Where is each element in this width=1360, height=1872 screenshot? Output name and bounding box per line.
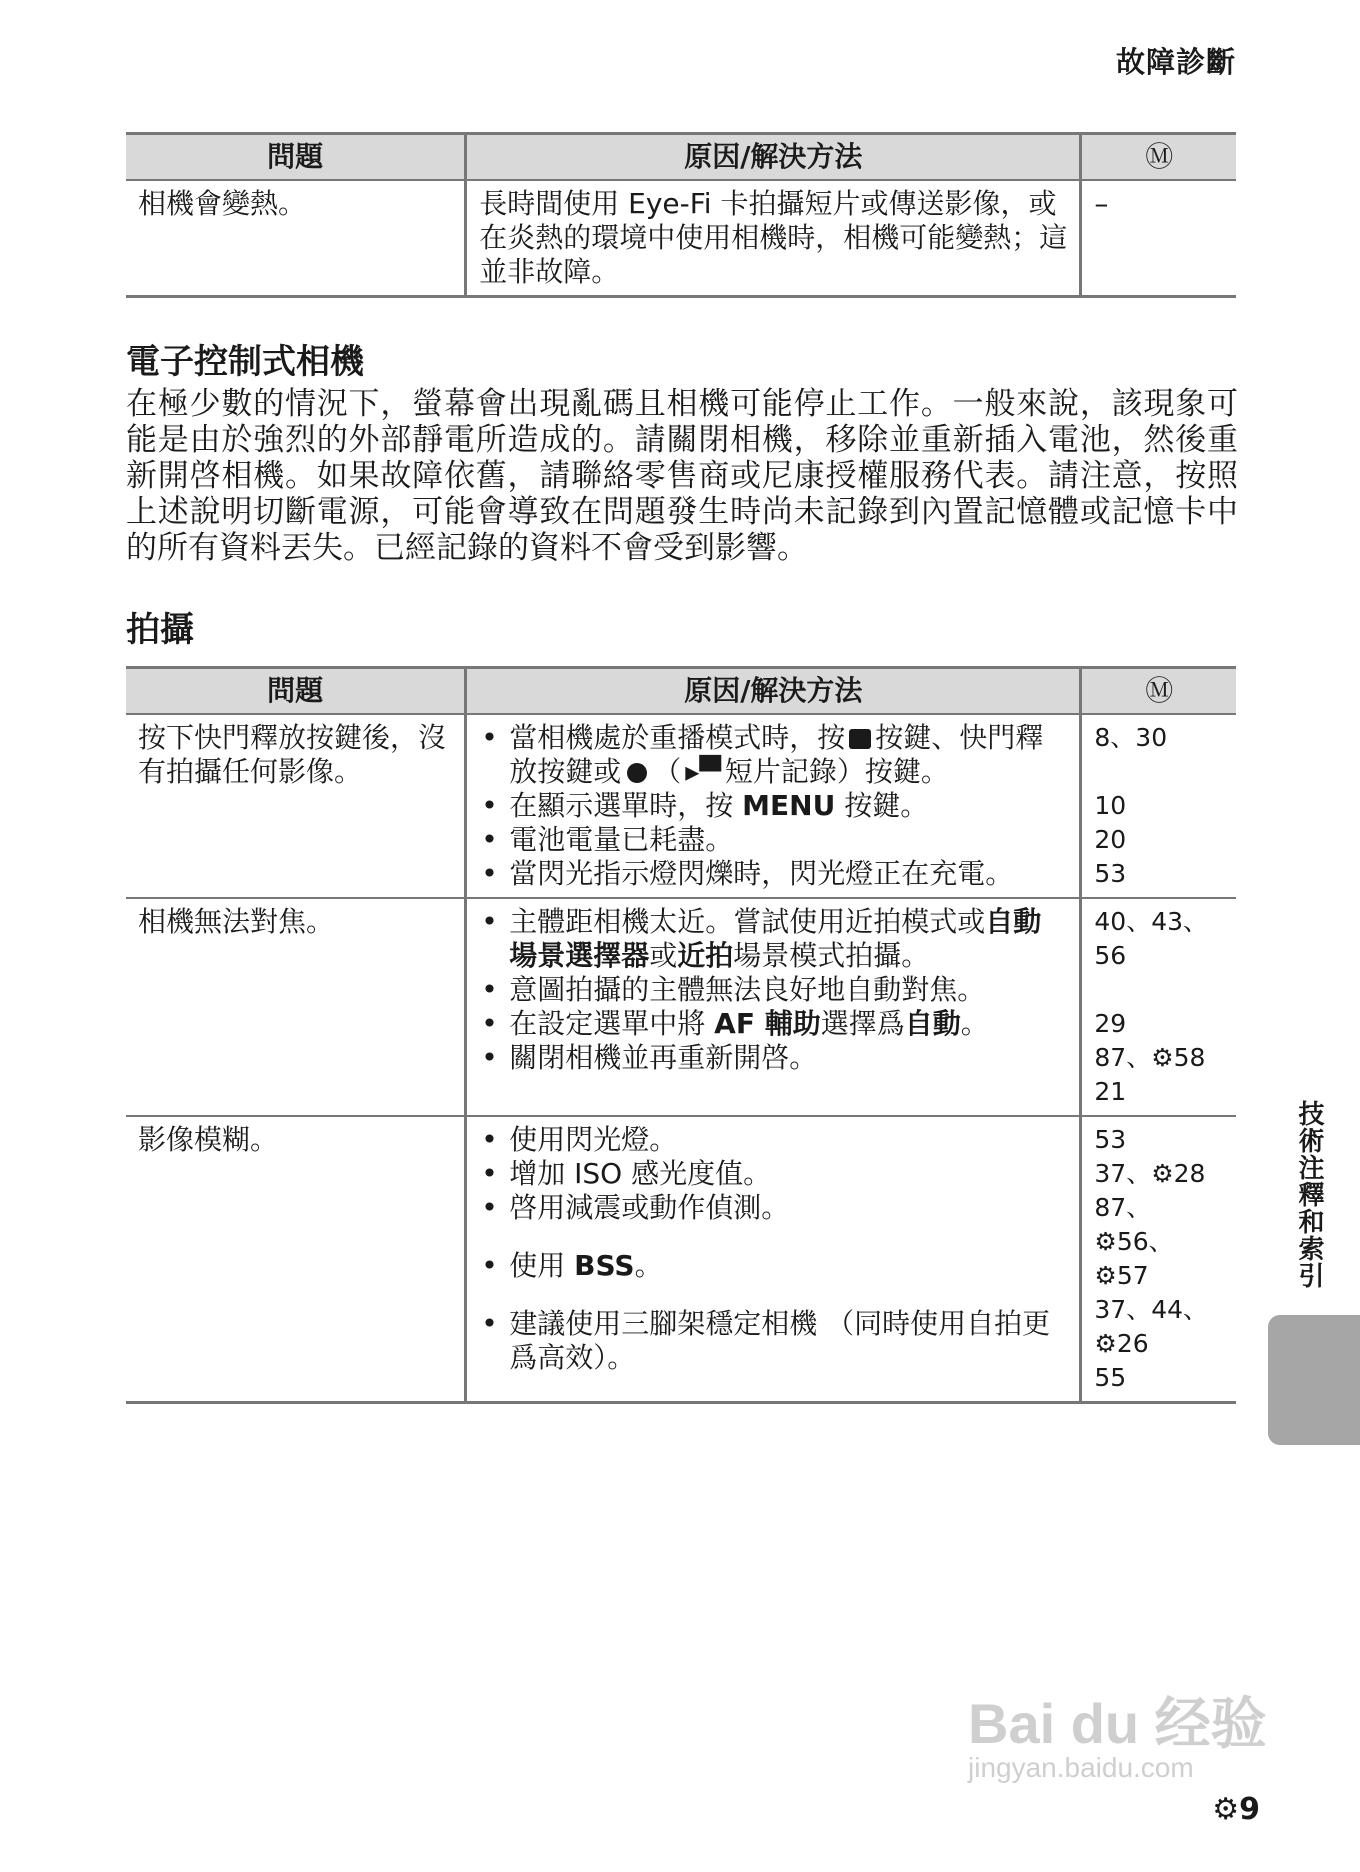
list-item: • 增加 ISO 感光度值。: [479, 1157, 1067, 1191]
ref-value: 53: [1094, 859, 1127, 888]
ref-value: 20: [1094, 825, 1127, 854]
column-header-problem: 問題: [126, 668, 466, 715]
tech-notes-icon: ⚙: [1151, 1159, 1174, 1188]
problem-cell: 相機無法對焦。: [126, 898, 466, 1116]
tech-notes-icon: ⚙: [1094, 1261, 1117, 1290]
cause-cell: [466, 714, 1081, 898]
page-header-title: 故障診斷: [1115, 45, 1236, 79]
table-row: [126, 714, 1236, 898]
ref-value: 21: [1094, 1077, 1127, 1106]
column-header-cause: 原因/解決方法: [466, 668, 1081, 715]
page-number: ⚙9: [1212, 1792, 1260, 1827]
ref-cell: [1081, 898, 1236, 1116]
list-item: • 在顯示選單時，按 MENU 按鍵。: [479, 789, 1067, 823]
ref-value: 53: [1094, 1125, 1127, 1154]
list-item: • 當相機處於重播模式時，按 按鍵、快門釋放按鍵或 （ ▸▀ 短片記錄）按鍵。: [479, 721, 1067, 789]
tech-notes-icon: ⚙: [1151, 1043, 1174, 1072]
ref-value: 10: [1094, 791, 1127, 820]
list-item: • 意圖拍攝的主體無法良好地自動對焦。: [479, 973, 1067, 1007]
list-item: • 建議使用三腳架穩定相機 （同時使用自拍更爲高效）。: [479, 1307, 1067, 1375]
troubleshooting-table-heat: [126, 132, 1236, 298]
section-title-electronic: 電子控制式相機: [126, 342, 364, 382]
ref-cell: [1081, 1116, 1236, 1403]
ref-cell: –: [1081, 180, 1236, 297]
list-item: • 主體距相機太近。嘗試使用近拍模式或自動場景選擇器或近拍場景模式拍攝。: [479, 905, 1067, 973]
column-header-cause: 原因/解決方法: [466, 134, 1081, 181]
watermark-url: jingyan.baidu.com: [968, 1752, 1194, 1783]
list-item: • 電池電量已耗盡。: [479, 823, 1067, 857]
tech-notes-icon: ⚙: [1212, 1792, 1240, 1827]
column-header-ref-book-icon: Ⓜ: [1081, 668, 1236, 715]
problem-cell: 按下快門釋放按鍵後，沒有拍攝任何影像。: [126, 714, 466, 898]
tech-notes-icon: ⚙: [1094, 1329, 1117, 1358]
cause-cell: 長時間使用 Eye-Fi 卡拍攝短片或傳送影像，或在炎熱的環境中使用相機時，相機可能變熱；這並非故障。: [466, 180, 1081, 297]
record-dot-icon: [627, 763, 647, 783]
list-item: • 在設定選單中將 AF 輔助選擇爲自動。: [479, 1007, 1067, 1041]
table-header-row: [126, 134, 1236, 181]
ref-value: 55: [1094, 1363, 1127, 1392]
table-header-row: [126, 668, 1236, 715]
movie-icon: ▸▀: [685, 755, 721, 788]
playback-camera-icon: [849, 729, 871, 749]
troubleshooting-table-shooting: [126, 666, 1236, 1404]
sidebar-tab: [1268, 1315, 1360, 1445]
problem-cell: 影像模糊。: [126, 1116, 466, 1403]
ref-value: ⚙57: [1094, 1261, 1149, 1290]
list-item: • 啓用減震或動作偵測。: [479, 1191, 1067, 1225]
table-row: [126, 898, 1236, 1116]
watermark-logo: Bai du 经验: [968, 1692, 1267, 1755]
ref-value: 40、43、56: [1094, 907, 1209, 970]
problem-cell: 相機會變熱。: [126, 180, 466, 297]
cause-cell: [466, 898, 1081, 1116]
ref-value: 29: [1094, 1009, 1127, 1038]
table-row: [126, 1116, 1236, 1403]
list-item: • 關閉相機並再重新開啓。: [479, 1041, 1067, 1075]
cause-cell: [466, 1116, 1081, 1403]
sidebar-section-label: 技術注釋和索引: [1294, 1100, 1324, 1289]
ref-value: 87、⚙58: [1094, 1043, 1206, 1072]
tech-notes-icon: ⚙: [1094, 1227, 1117, 1256]
column-header-ref-book-icon: Ⓜ: [1081, 134, 1236, 181]
section-body-electronic: 在極少數的情況下，螢幕會出現亂碼且相機可能停止工作。一般來說，該現象可能是由於強烈的外部靜電所造成的。請關閉相機，移除並重新插入電池，然後重新開啓相機。如果故障依舊，請聯絡零售商或尼康授權服務代表。請注意，按照上述說明切斷電源，可能會導致在問題發生時尚未記錄到內置記憶體或記憶卡中的所有資料丟失。已經記錄的資料不會受到影響。: [126, 386, 1238, 566]
list-item: • 當閃光指示燈閃爍時，閃光燈正在充電。: [479, 857, 1067, 891]
table-row: [126, 180, 1236, 297]
ref-cell: [1081, 714, 1236, 898]
ref-value: ⚙26: [1094, 1329, 1149, 1358]
ref-value: 37、44、: [1094, 1295, 1209, 1324]
section-title-shooting: 拍攝: [126, 610, 194, 650]
ref-value: 8、30: [1094, 723, 1168, 752]
list-item: • 使用 BSS。: [479, 1249, 1067, 1283]
ref-value: 87、⚙56、: [1094, 1193, 1174, 1256]
list-item: • 使用閃光燈。: [479, 1123, 1067, 1157]
ref-value: 37、⚙28: [1094, 1159, 1206, 1188]
column-header-problem: 問題: [126, 134, 466, 181]
